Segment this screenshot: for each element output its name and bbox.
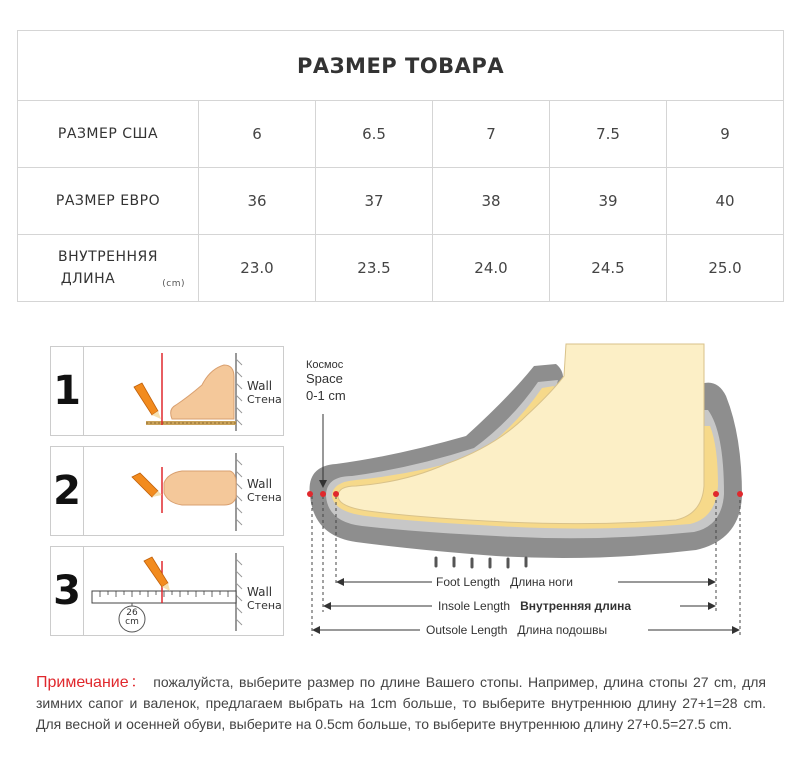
- row-label-inner-length: [18, 235, 199, 302]
- foot-side-icon: [171, 365, 234, 419]
- inner-length-cell: 23.0: [199, 235, 316, 302]
- step-number: 1: [51, 347, 84, 435]
- foot-shape: [338, 344, 704, 524]
- outsole-length-label: Outsole Length Длина подошвы: [426, 623, 608, 637]
- eu-size-cell: 36: [199, 168, 316, 235]
- eu-size-cell: 40: [667, 168, 784, 235]
- insole-length-label: Insole Length Внутренняя длина: [438, 599, 632, 613]
- unit-label: (cm): [162, 279, 185, 289]
- pencil-icon: [134, 383, 158, 415]
- us-size-cell: 7.5: [550, 101, 667, 168]
- pencil-icon: [132, 473, 158, 497]
- size-table: [17, 30, 784, 302]
- inner-length-cell: 25.0: [667, 235, 784, 302]
- step-2-panel: [50, 446, 284, 536]
- table-title: РАЗМЕР ТОВАРА: [18, 31, 784, 101]
- step-number: 3: [51, 547, 84, 635]
- pencil-icon: [144, 557, 168, 587]
- eu-size-cell: 39: [550, 168, 667, 235]
- us-size-cell: 6: [199, 101, 316, 168]
- row-label-line2: ДЛИНА: [60, 271, 116, 287]
- table-row-us-size: [18, 101, 784, 168]
- space-label: Космос Space 0-1 cm: [306, 359, 346, 403]
- foot-top-icon: [164, 471, 236, 505]
- step-3-panel: [50, 546, 284, 636]
- badge-text: 26 cm: [125, 608, 139, 627]
- note-text: пожалуйста, выберите размер по длине Вашего стопы. Например, длина стопы 27 cm, для зимних сапог и валенок, предлагаем выбрать на 1cm больше, то выберите внутреннюю длину 27+1=28 cm. Для весной и осенней обуви, выберите на 0.5cm больше, то выберите внутреннюю длину 27+0.5=27.5 cm.: [36, 674, 766, 732]
- table-row-inner-length: [18, 235, 784, 302]
- inner-length-cell: 24.5: [550, 235, 667, 302]
- step-1-panel: [50, 346, 284, 436]
- eu-size-cell: 38: [433, 168, 550, 235]
- note-label: Примечание：: [36, 674, 148, 691]
- row-label-us-size: РАЗМЕР США: [18, 101, 199, 168]
- wall-label: Wall Стена: [247, 379, 282, 406]
- row-label-eu-size: РАЗМЕР ЕВРО: [18, 168, 199, 235]
- step-number: 2: [51, 447, 84, 535]
- table-row-eu-size: [18, 168, 784, 235]
- wall-label: Wall Стена: [247, 477, 282, 504]
- us-size-cell: 9: [667, 101, 784, 168]
- inner-length-cell: 23.5: [316, 235, 433, 302]
- inner-length-cell: 24.0: [433, 235, 550, 302]
- us-size-cell: 7: [433, 101, 550, 168]
- wall-label: Wall Стена: [247, 585, 282, 612]
- us-size-cell: 6.5: [316, 101, 433, 168]
- eu-size-cell: 37: [316, 168, 433, 235]
- note-paragraph: [36, 672, 766, 735]
- row-label-line1: ВНУТРЕННЯЯ: [57, 249, 158, 265]
- foot-length-label: Foot Length Длина ноги: [436, 575, 573, 589]
